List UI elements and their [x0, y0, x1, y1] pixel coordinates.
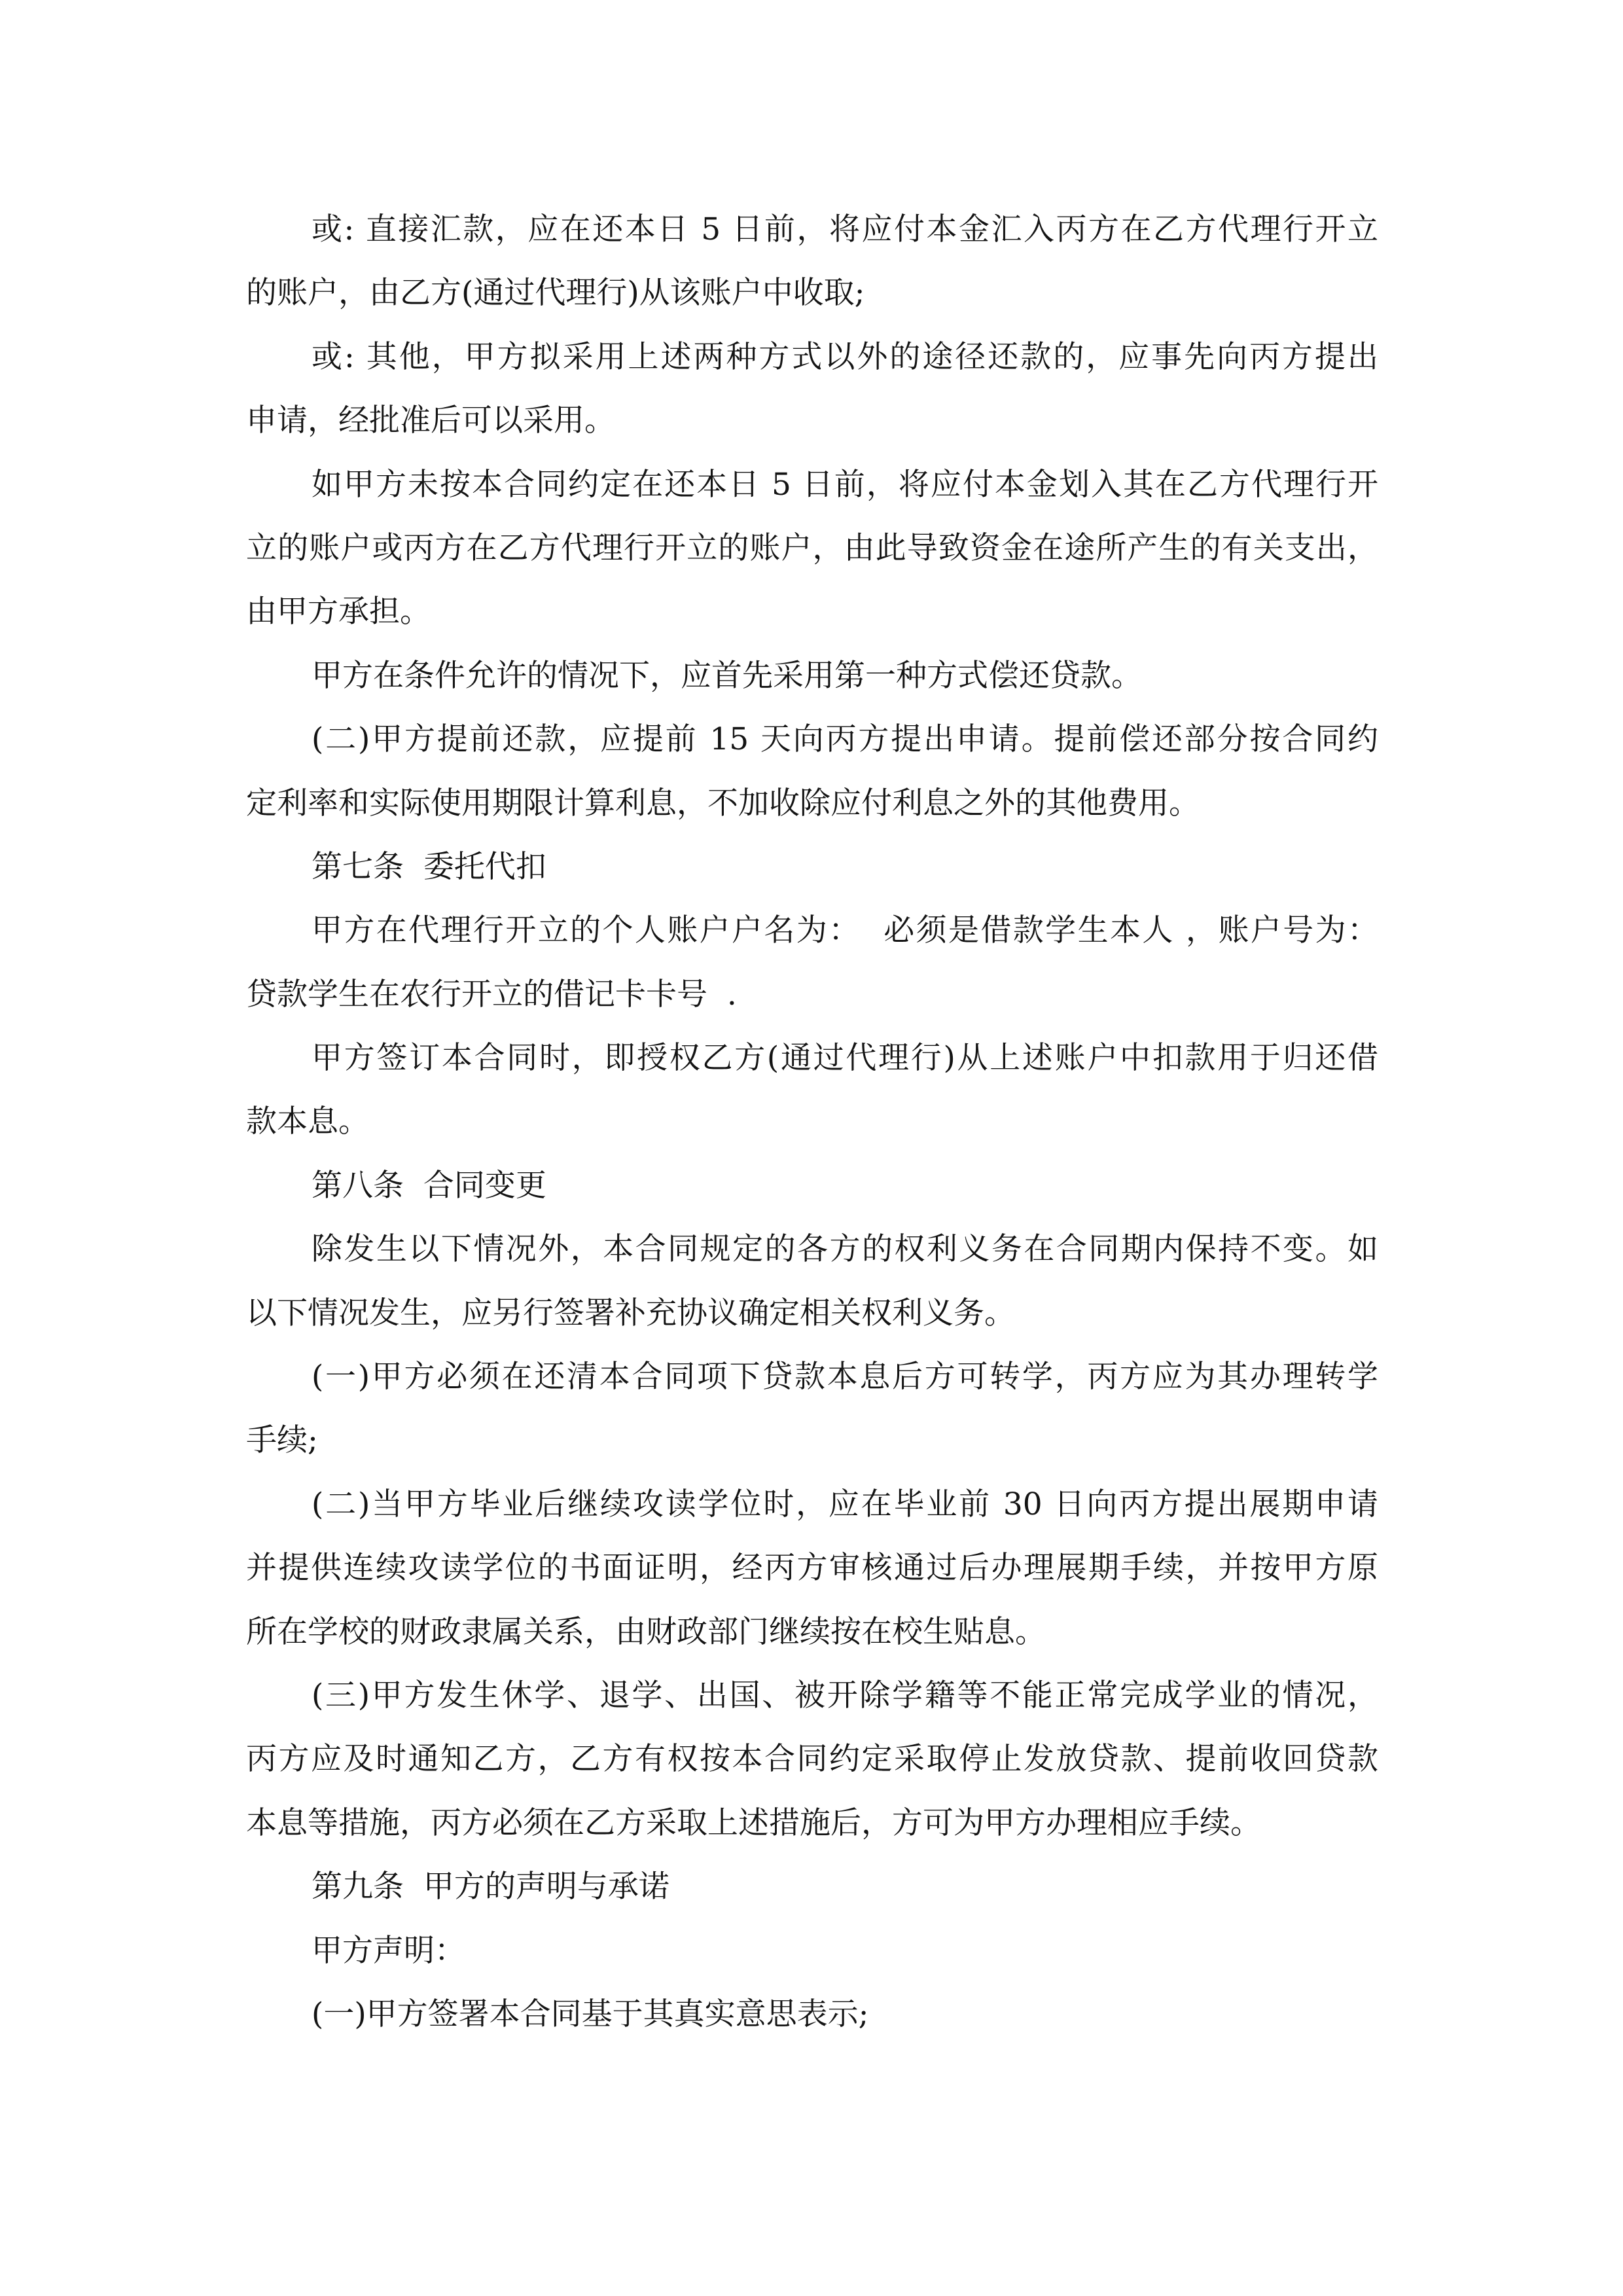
text-line: 的账户，由乙方(通过代理行)从该账户中收取; — [246, 275, 865, 312]
text-line: 甲方声明： — [312, 1932, 465, 1969]
text-line: 除发生以下情况外，本合同规定的各方的权利义务在合同期内保持不变。如 — [312, 1231, 1378, 1268]
paragraph — [246, 453, 1378, 644]
text-line: 手续; — [246, 1422, 318, 1459]
article-heading — [246, 1154, 1378, 1217]
paragraph — [246, 198, 1378, 325]
text-line: 甲方在条件允许的情况下，应首先采用第一种方式偿还贷款。 — [312, 657, 1142, 694]
text-line: (二)甲方提前还款，应提前 15 天向丙方提出申请。提前偿还部分按合同约 — [312, 721, 1378, 758]
text-line: 以下情况发生，应另行签署补充协议确定相关权利义务。 — [246, 1295, 1015, 1331]
paragraph — [246, 325, 1378, 453]
text-line: (二)当甲方毕业后继续攻读学位时，应在毕业前 30 日向丙方提出展期申请 — [312, 1486, 1378, 1522]
paragraph — [246, 1982, 1378, 2046]
text-line: 款本息。 — [246, 1103, 369, 1140]
text-line: 并提供连续攻读学位的书面证明，经丙方审核通过后办理展期手续，并按甲方原 — [246, 1550, 1378, 1587]
article-heading — [246, 835, 1378, 899]
text-line: 或: 直接汇款，应在还本日 5 日前，将应付本金汇入丙方在乙方代理行开立 — [312, 211, 1378, 247]
text-line: 本息等措施，丙方必须在乙方采取上述措施后，方可为甲方办理相应手续。 — [246, 1804, 1261, 1841]
paragraph — [246, 1473, 1378, 1664]
article-heading — [246, 1855, 1378, 1918]
text-line: (三)甲方发生休学、退学、出国、被开除学籍等不能正常完成学业的情况， — [312, 1677, 1378, 1713]
document-body — [246, 198, 1378, 2046]
text-line: 立的账户或丙方在乙方代理行开立的账户，由此导致资金在途所产生的有关支出， — [246, 529, 1378, 566]
text-line: 甲方签订本合同时，即授权乙方(通过代理行)从上述账户中扣款用于归还借 — [312, 1040, 1378, 1077]
paragraph — [246, 1345, 1378, 1473]
text-line: (一)甲方签署本合同基于其真实意思表示; — [312, 1996, 869, 2032]
paragraph — [246, 708, 1378, 835]
text-line: 如甲方未按本合同约定在还本日 5 日前，将应付本金划入其在乙方代理行开 — [312, 466, 1378, 503]
text-line: 贷款学生在农行开立的借记卡卡号 . — [246, 976, 737, 1013]
text-line: 或: 其他，甲方拟采用上述两种方式以外的途径还款的，应事先向丙方提出 — [312, 338, 1378, 375]
article-heading-text: 第九条 甲方的声明与承诺 — [312, 1869, 669, 1905]
paragraph — [246, 899, 1378, 1026]
paragraph — [246, 1919, 1378, 1982]
text-line: (一)甲方必须在还清本合同项下贷款本息后方可转学，丙方应为其办理转学 — [312, 1359, 1378, 1395]
paragraph — [246, 1664, 1378, 1855]
paragraph — [246, 1026, 1378, 1154]
text-line: 所在学校的财政隶属关系，由财政部门继续按在校生贴息。 — [246, 1613, 1046, 1650]
text-line: 丙方应及时通知乙方，乙方有权按本合同约定采取停止发放贷款、提前收回贷款 — [246, 1741, 1378, 1778]
article-heading-text: 第八条 合同变更 — [312, 1167, 546, 1204]
text-line: 定利率和实际使用期限计算利息，不加收除应付利息之外的其他费用。 — [246, 785, 1200, 821]
text-line: 申请，经批准后可以采用。 — [246, 403, 615, 439]
paragraph — [246, 644, 1378, 708]
paragraph — [246, 1217, 1378, 1345]
text-line: 由甲方承担。 — [246, 594, 431, 630]
text-line: 甲方在代理行开立的个人账户户名为： 必须是借款学生本人 ，账户号为： — [312, 912, 1378, 949]
article-heading-text: 第七条 委托代扣 — [312, 848, 546, 885]
